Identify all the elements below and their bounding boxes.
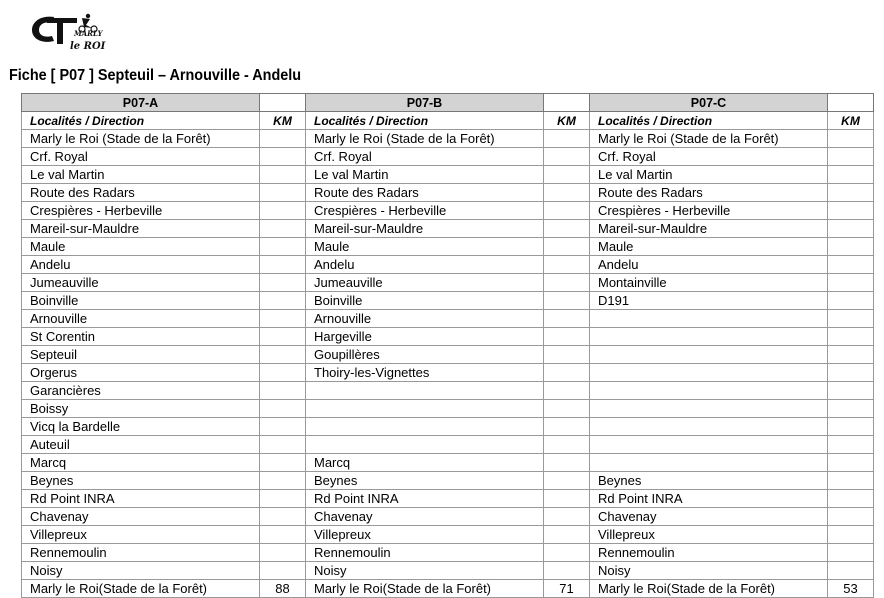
stop-cell: Orgerus	[22, 364, 260, 382]
km-cell	[260, 526, 306, 544]
km-cell	[544, 166, 590, 184]
km-cell	[828, 346, 874, 364]
stop-cell: Route des Radars	[590, 184, 828, 202]
table-row	[22, 184, 874, 202]
km-cell	[260, 400, 306, 418]
km-cell	[544, 490, 590, 508]
stop-cell: Marly le Roi (Stade de la Forêt)	[22, 130, 260, 148]
stop-cell: Crf. Royal	[590, 148, 828, 166]
stop-cell: Chavenay	[306, 508, 544, 526]
stop-cell: Maule	[590, 238, 828, 256]
stop-cell: Vicq la Bardelle	[22, 418, 260, 436]
stop-cell: Auteuil	[22, 436, 260, 454]
km-cell	[828, 400, 874, 418]
km-cell	[544, 382, 590, 400]
km-cell	[828, 526, 874, 544]
stop-cell: Beynes	[306, 472, 544, 490]
km-cell	[544, 562, 590, 580]
km-cell	[260, 418, 306, 436]
stop-cell: Marly le Roi (Stade de la Forêt)	[590, 130, 828, 148]
stop-cell: Marly le Roi(Stade de la Forêt)	[306, 580, 544, 598]
stop-cell	[590, 436, 828, 454]
stop-cell: Marcq	[22, 454, 260, 472]
km-cell	[828, 310, 874, 328]
table-row	[22, 148, 874, 166]
stop-cell	[306, 400, 544, 418]
km-cell	[828, 562, 874, 580]
table-row	[22, 436, 874, 454]
stop-cell: Arnouville	[306, 310, 544, 328]
km-cell	[544, 526, 590, 544]
km-cell	[544, 238, 590, 256]
km-cell	[260, 238, 306, 256]
km-cell	[260, 274, 306, 292]
km-cell	[260, 130, 306, 148]
total-km-cell: 88	[260, 580, 306, 598]
km-cell	[828, 130, 874, 148]
stop-cell: Rd Point INRA	[22, 490, 260, 508]
km-header: KM	[828, 112, 874, 130]
localites-header: Localités / Direction	[306, 112, 544, 130]
localites-header: Localités / Direction	[590, 112, 828, 130]
km-cell	[828, 202, 874, 220]
stop-cell: Marly le Roi (Stade de la Forêt)	[306, 130, 544, 148]
stop-cell: Maule	[306, 238, 544, 256]
header-spacer	[260, 94, 306, 112]
table-row	[22, 580, 874, 598]
table-row	[22, 508, 874, 526]
stop-cell	[306, 382, 544, 400]
table-row	[22, 238, 874, 256]
km-cell	[544, 508, 590, 526]
table-row	[22, 472, 874, 490]
km-cell	[544, 454, 590, 472]
km-cell	[260, 184, 306, 202]
km-cell	[544, 256, 590, 274]
km-cell	[544, 472, 590, 490]
localites-header: Localités / Direction	[22, 112, 260, 130]
km-cell	[544, 148, 590, 166]
table-row	[22, 292, 874, 310]
km-cell	[260, 472, 306, 490]
stop-cell: Mareil-sur-Mauldre	[22, 220, 260, 238]
stop-cell: Le val Martin	[306, 166, 544, 184]
stop-cell: Andelu	[306, 256, 544, 274]
stop-cell: Rd Point INRA	[306, 490, 544, 508]
table-row	[22, 364, 874, 382]
stop-cell: Villepreux	[590, 526, 828, 544]
table-row	[22, 490, 874, 508]
svg-text:MARLY: MARLY	[74, 29, 103, 38]
stop-cell: Mareil-sur-Mauldre	[590, 220, 828, 238]
km-cell	[260, 256, 306, 274]
stop-cell: Chavenay	[590, 508, 828, 526]
km-cell	[828, 238, 874, 256]
km-cell	[260, 346, 306, 364]
stop-cell: Septeuil	[22, 346, 260, 364]
table-row	[22, 526, 874, 544]
table-row	[22, 418, 874, 436]
stop-cell: Chavenay	[22, 508, 260, 526]
km-cell	[260, 220, 306, 238]
stop-cell: Rennemoulin	[22, 544, 260, 562]
header-spacer	[544, 94, 590, 112]
km-cell	[828, 382, 874, 400]
table-row	[22, 562, 874, 580]
km-cell	[260, 490, 306, 508]
stop-cell: Arnouville	[22, 310, 260, 328]
km-cell	[544, 400, 590, 418]
table-row	[22, 130, 874, 148]
stop-cell: Route des Radars	[306, 184, 544, 202]
stop-cell: St Corentin	[22, 328, 260, 346]
stop-cell: Marcq	[306, 454, 544, 472]
stop-cell: Rennemoulin	[306, 544, 544, 562]
km-cell	[260, 202, 306, 220]
column-header-row	[22, 112, 874, 130]
stop-cell: Villepreux	[306, 526, 544, 544]
stop-cell: Rennemoulin	[590, 544, 828, 562]
stop-cell	[590, 454, 828, 472]
km-cell	[544, 274, 590, 292]
km-cell	[544, 310, 590, 328]
km-cell	[544, 544, 590, 562]
stop-cell: Beynes	[590, 472, 828, 490]
stop-cell: Marly le Roi(Stade de la Forêt)	[590, 580, 828, 598]
stop-cell: Crf. Royal	[22, 148, 260, 166]
stop-cell: Goupillères	[306, 346, 544, 364]
stop-cell: Mareil-sur-Mauldre	[306, 220, 544, 238]
km-cell	[260, 544, 306, 562]
km-cell	[828, 274, 874, 292]
stop-cell: Beynes	[22, 472, 260, 490]
stop-cell	[590, 310, 828, 328]
route-name-b: P07-B	[306, 94, 544, 112]
stop-cell: Rd Point INRA	[590, 490, 828, 508]
stop-cell: Noisy	[590, 562, 828, 580]
km-cell	[544, 220, 590, 238]
stop-cell: Noisy	[22, 562, 260, 580]
table-row	[22, 256, 874, 274]
km-cell	[828, 454, 874, 472]
km-cell	[260, 382, 306, 400]
km-cell	[828, 490, 874, 508]
svg-text:le ROI: le ROI	[70, 41, 106, 52]
stop-cell: Montainville	[590, 274, 828, 292]
table-row	[22, 346, 874, 364]
km-cell	[828, 292, 874, 310]
stop-cell	[590, 328, 828, 346]
km-cell	[544, 436, 590, 454]
table-row	[22, 454, 874, 472]
km-cell	[828, 544, 874, 562]
stop-cell: Maule	[22, 238, 260, 256]
stop-cell: Crespières - Herbeville	[22, 202, 260, 220]
stop-cell	[590, 346, 828, 364]
km-cell	[260, 508, 306, 526]
stop-cell: Le val Martin	[22, 166, 260, 184]
route-name-a: P07-A	[22, 94, 260, 112]
table-row	[22, 166, 874, 184]
total-km-cell: 53	[828, 580, 874, 598]
km-cell	[260, 310, 306, 328]
stop-cell: Jumeauville	[306, 274, 544, 292]
table-row	[22, 274, 874, 292]
km-cell	[828, 472, 874, 490]
stop-cell: Garancières	[22, 382, 260, 400]
km-header: KM	[544, 112, 590, 130]
stop-cell: Boinville	[306, 292, 544, 310]
km-cell	[828, 256, 874, 274]
stop-cell: Marly le Roi(Stade de la Forêt)	[22, 580, 260, 598]
stop-cell: Hargeville	[306, 328, 544, 346]
km-cell	[544, 418, 590, 436]
stop-cell	[306, 418, 544, 436]
stop-cell: Route des Radars	[22, 184, 260, 202]
stop-cell: Villepreux	[22, 526, 260, 544]
stop-cell: Le val Martin	[590, 166, 828, 184]
km-cell	[828, 436, 874, 454]
km-cell	[260, 148, 306, 166]
stop-cell	[590, 382, 828, 400]
route-table	[21, 93, 874, 598]
km-cell	[828, 220, 874, 238]
km-cell	[828, 364, 874, 382]
km-cell	[828, 328, 874, 346]
km-cell	[544, 292, 590, 310]
km-cell	[828, 508, 874, 526]
total-km-cell: 71	[544, 580, 590, 598]
table-row	[22, 382, 874, 400]
stop-cell: Andelu	[22, 256, 260, 274]
km-cell	[544, 202, 590, 220]
stop-cell: Noisy	[306, 562, 544, 580]
km-cell	[260, 454, 306, 472]
header-spacer	[828, 94, 874, 112]
page-title: Fiche [ P07 ] Septeuil – Arnouville - Andelu	[9, 67, 302, 84]
km-cell	[260, 292, 306, 310]
stop-cell: Crespières - Herbeville	[590, 202, 828, 220]
km-cell	[544, 328, 590, 346]
table-row	[22, 220, 874, 238]
km-cell	[260, 166, 306, 184]
stop-cell	[590, 418, 828, 436]
stop-cell	[590, 364, 828, 382]
table-row	[22, 202, 874, 220]
stop-cell: Crf. Royal	[306, 148, 544, 166]
km-cell	[544, 346, 590, 364]
stop-cell	[590, 400, 828, 418]
km-cell	[544, 184, 590, 202]
km-cell	[260, 364, 306, 382]
stop-cell: Jumeauville	[22, 274, 260, 292]
route-name-c: P07-C	[590, 94, 828, 112]
route-header-row	[22, 94, 874, 112]
stop-cell: Crespières - Herbeville	[306, 202, 544, 220]
km-header: KM	[260, 112, 306, 130]
stop-cell	[306, 436, 544, 454]
km-cell	[828, 166, 874, 184]
km-cell	[260, 562, 306, 580]
table-row	[22, 544, 874, 562]
stop-cell: Boissy	[22, 400, 260, 418]
km-cell	[260, 328, 306, 346]
stop-cell: Thoiry-les-Vignettes	[306, 364, 544, 382]
stop-cell: Andelu	[590, 256, 828, 274]
stop-cell: D191	[590, 292, 828, 310]
km-cell	[544, 364, 590, 382]
km-cell	[544, 130, 590, 148]
km-cell	[828, 148, 874, 166]
table-row	[22, 328, 874, 346]
km-cell	[828, 418, 874, 436]
km-cell	[828, 184, 874, 202]
table-row	[22, 400, 874, 418]
km-cell	[260, 436, 306, 454]
stop-cell: Boinville	[22, 292, 260, 310]
table-row	[22, 310, 874, 328]
club-logo	[30, 11, 106, 55]
